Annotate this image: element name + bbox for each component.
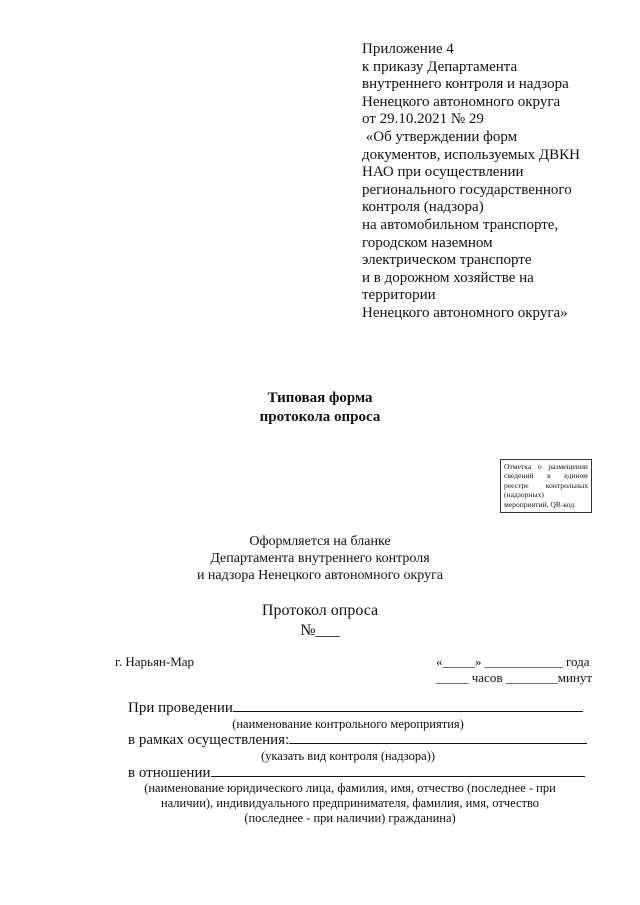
regarding-caption: (наименование юридического лица, фамилия, имя, отчество (последнее - при наличии), индивидуального предпринимателя, фамилия, имя, отчество (последнее - при наличии) гражданина) <box>144 781 556 825</box>
appendix-block <box>362 41 580 323</box>
appendix-line: к приказу Департамента <box>362 58 518 75</box>
appendix-line: НАО при осуществлении <box>362 164 524 181</box>
appendix-line: и в дорожном хозяйстве на <box>362 269 534 286</box>
protocol-heading <box>0 601 640 641</box>
appendix-line: регионального государственного <box>362 181 572 198</box>
title-line-1: Типовая форма <box>267 390 373 406</box>
regarding-blank-line <box>211 776 585 777</box>
conduct-caption: (наименование контрольного мероприятия) <box>232 717 464 731</box>
appendix-line: на автомобильном транспорте, <box>362 216 559 233</box>
within-label: в рамках осуществления: <box>128 732 290 748</box>
appendix-line: территории <box>362 287 436 304</box>
appendix-line: от 29.10.2021 № 29 <box>362 111 484 128</box>
title-line-2: протокола опроса <box>259 409 381 425</box>
appendix-line: Ненецкого автономного округа <box>362 93 561 110</box>
blank-note-line-3: и надзора Ненецкого автономного округа <box>196 568 444 583</box>
conduct-label: При проведении <box>128 700 233 716</box>
protocol-number: №___ <box>300 622 340 639</box>
time-line: _____ часов ________минут <box>436 670 593 685</box>
appendix-line: Ненецкого автономного округа» <box>362 304 568 321</box>
protocol-title: Протокол опроса <box>261 602 379 619</box>
date-line: «_____» ____________ года <box>436 654 590 669</box>
blank-note-line-1: Оформляется на бланке <box>249 534 391 549</box>
appendix-line: «Об утверждении форм <box>362 128 518 145</box>
within-field <box>128 732 587 749</box>
regarding-field <box>128 765 585 782</box>
document-title <box>0 389 640 427</box>
within-caption: (указать вид контроля (надзора)) <box>261 749 435 763</box>
registry-stamp-box: Отметка о размещении сведений в едином реестре контрольных (надзорных) мероприятий, QR-код <box>500 459 592 513</box>
conduct-blank-line <box>233 711 583 712</box>
within-blank-line <box>289 743 587 744</box>
date-time-block <box>436 654 593 686</box>
blank-note <box>0 533 640 584</box>
appendix-line: контроля (надзора) <box>362 199 484 216</box>
conduct-field <box>128 700 583 717</box>
appendix-line: внутреннего контроля и надзора <box>362 76 569 93</box>
regarding-label: в отношении <box>128 765 211 781</box>
appendix-line: документов, используемых ДВКН <box>362 146 580 163</box>
appendix-line: электрическом транспорте <box>362 252 532 269</box>
place-name: г. Нарьян-Мар <box>115 654 195 669</box>
appendix-line: Приложение 4 <box>362 41 454 57</box>
blank-note-line-2: Департамента внутреннего контроля <box>210 551 430 566</box>
appendix-line: городском наземном <box>362 234 493 251</box>
